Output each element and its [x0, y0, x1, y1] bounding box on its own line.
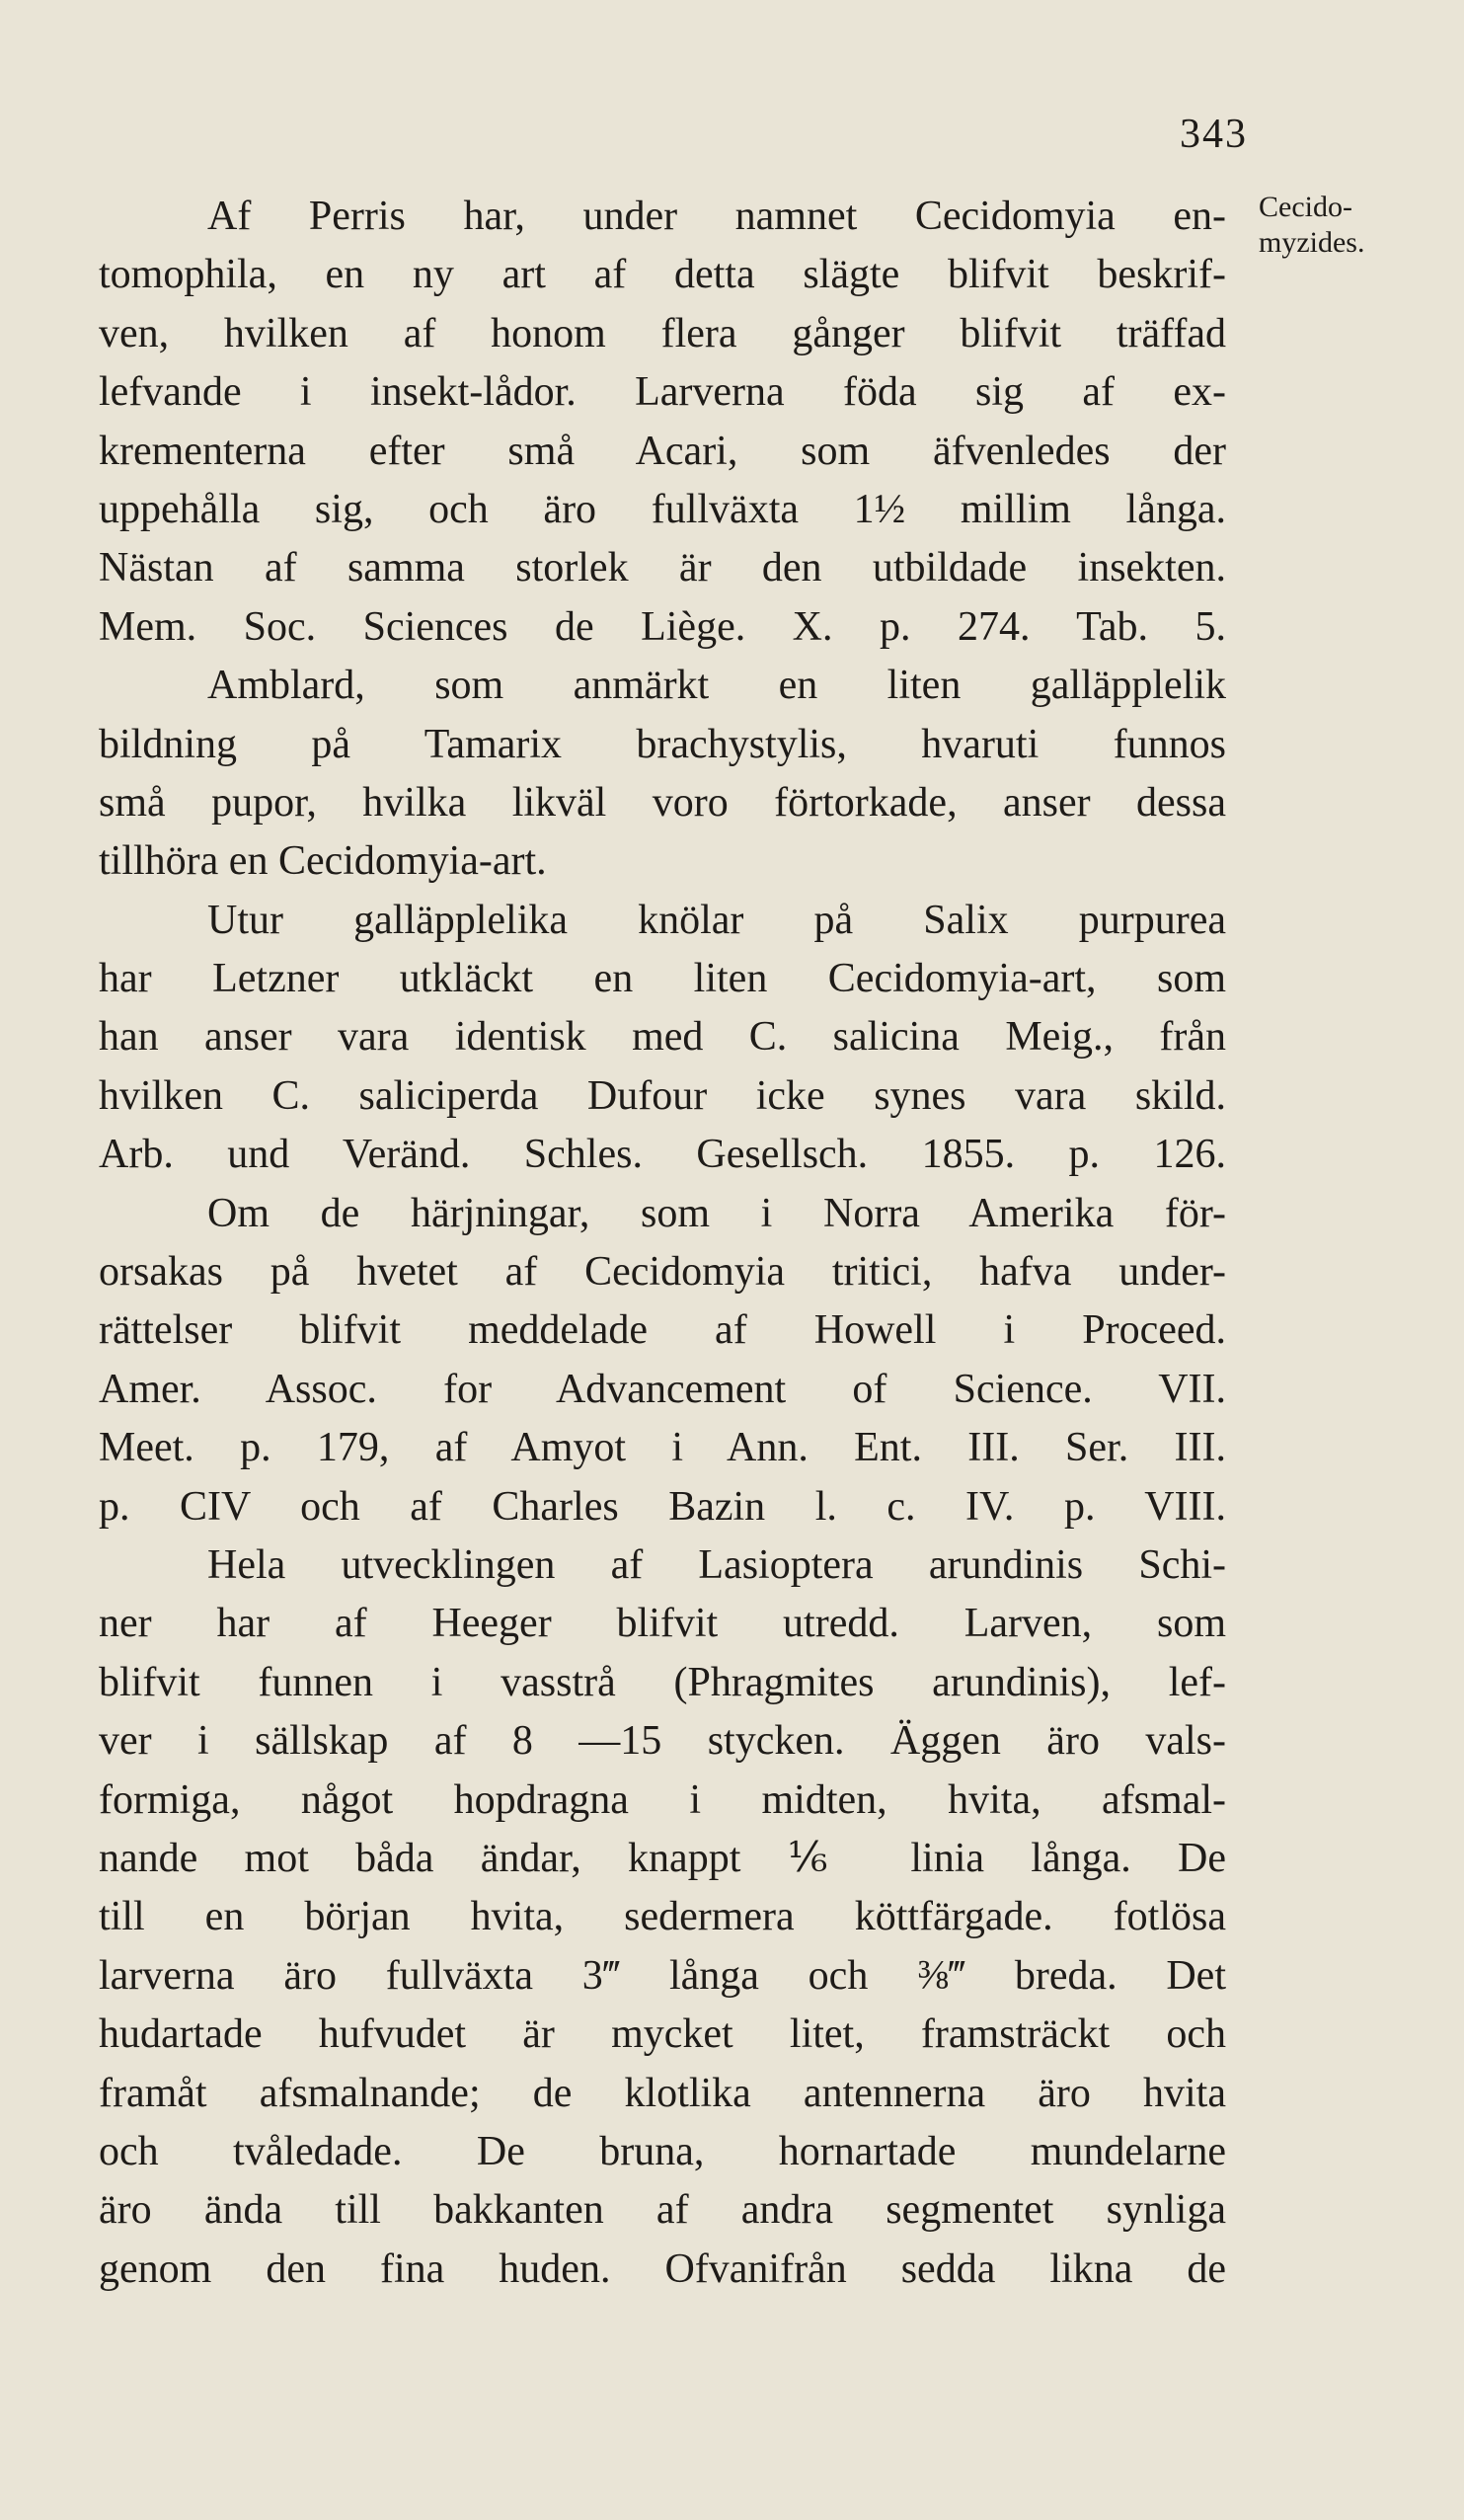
text-line: äro ända till bakkanten af andra segmentet synliga: [99, 2187, 1226, 2234]
text-line: orsakas på hvetet af Cecidomyia tritici, hafva under-: [99, 1249, 1226, 1296]
text-line: larverna äro fullväxta 3‴ långa och ⅜‴ breda. Det: [99, 1952, 1226, 1999]
text-line: formiga, något hopdragna i midten, hvita, afsmal-: [99, 1776, 1226, 1823]
text-line: framåt afsmalnande; de klotlika antennerna äro hvita: [99, 2070, 1226, 2116]
text-line: ner har af Heeger blifvit utredd. Larven, som: [99, 1601, 1226, 1647]
text-line: krementerna efter små Acari, som äfvenledes der: [99, 428, 1226, 474]
text-line: Nästan af samma storlek är den utbildade insekten.: [99, 545, 1226, 591]
text-line: han anser vara identisk med C. salicina Meig., från: [99, 1014, 1226, 1061]
text-line: Mem. Soc. Sciences de Liège. X. p. 274. Tab. 5.: [99, 603, 1226, 650]
text-line: tillhöra en Cecidomyia-art.: [99, 838, 547, 885]
text-line: ver i sällskap af 8 —15 stycken. Äggen äro vals-: [99, 1718, 1226, 1765]
text-line: p. CIV och af Charles Bazin l. c. IV. p. VIII.: [99, 1483, 1226, 1530]
text-line: rättelser blifvit meddelade af Howell i Proceed.: [99, 1307, 1226, 1354]
page-number: 343: [1180, 112, 1248, 157]
text-line: små pupor, hvilka likväl voro förtorkade, anser dessa: [99, 779, 1226, 826]
text-line: hudartade hufvudet är mycket litet, framsträckt och: [99, 2011, 1226, 2058]
margin-note-line: Cecido-: [1259, 191, 1352, 223]
margin-note: [1259, 190, 1426, 261]
text-line: och tvåledade. De bruna, hornartade mundelarne: [99, 2128, 1226, 2174]
text-line: har Letzner utkläckt en liten Cecidomyia-art, som: [99, 956, 1226, 1002]
body-text: [99, 188, 1226, 2299]
text-line: uppehålla sig, och äro fullväxta 1½ millim långa.: [99, 486, 1226, 532]
text-line: Meet. p. 179, af Amyot i Ann. Ent. III. Ser. III.: [99, 1425, 1226, 1471]
text-line: hvilken C. saliciperda Dufour icke synes vara skild.: [99, 1072, 1226, 1119]
text-line: bildning på Tamarix brachystylis, hvaruti funnos: [99, 721, 1226, 767]
text-line: tomophila, en ny art af detta slägte blifvit beskrif-: [99, 252, 1226, 298]
margin-note-line: myzides.: [1259, 226, 1365, 259]
text-line: Utur galläpplelika knölar på Salix purpurea: [207, 897, 1226, 943]
text-line: Om de härjningar, som i Norra Amerika för-: [207, 1190, 1226, 1236]
text-line: Af Perris har, under namnet Cecidomyia en-: [207, 194, 1226, 239]
text-line: nande mot båda ändar, knappt ⅙ linia långa. De: [99, 1835, 1226, 1881]
text-line: Hela utvecklingen af Lasioptera arundinis Schi-: [207, 1541, 1226, 1588]
text-line: lefvande i insekt-lådor. Larverna föda sig af ex-: [99, 369, 1226, 416]
text-line: Amblard, som anmärkt en liten galläpplelik: [207, 663, 1226, 709]
text-line: blifvit funnen i vasstrå (Phragmites arundinis), lef-: [99, 1659, 1226, 1705]
text-line: Arb. und Veränd. Schles. Gesellsch. 1855. p. 126.: [99, 1132, 1226, 1178]
text-line: genom den fina huden. Ofvanifrån sedda likna de: [99, 2245, 1226, 2292]
text-line: ven, hvilken af honom flera gånger blifvit träffad: [99, 310, 1226, 356]
text-line: till en början hvita, sedermera köttfärgade. fotlösa: [99, 1894, 1226, 1940]
text-line: Amer. Assoc. for Advancement of Science. VII.: [99, 1366, 1226, 1412]
